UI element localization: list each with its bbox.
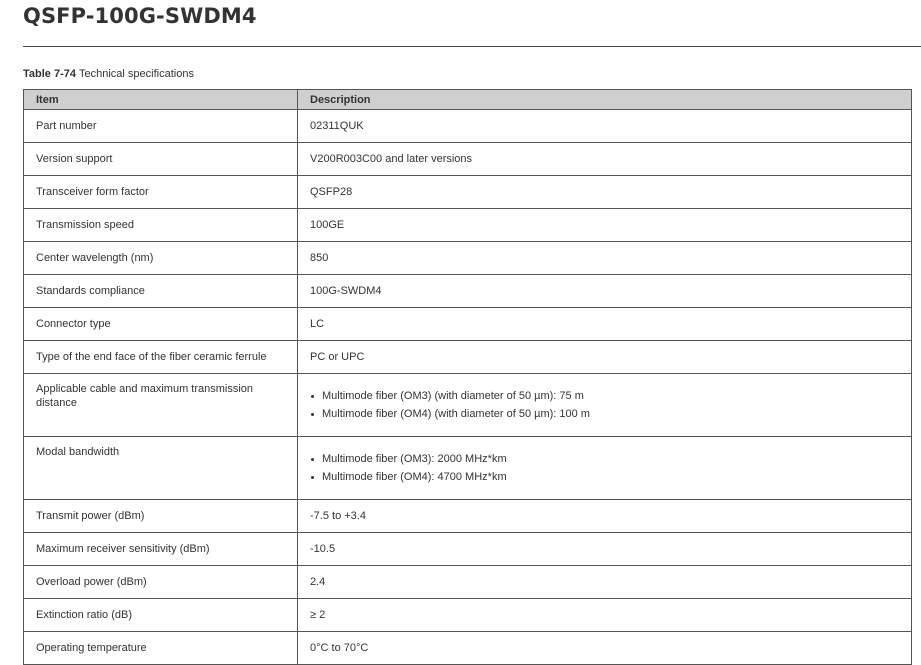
row-item: Modal bandwidth bbox=[24, 437, 298, 500]
table-row bbox=[24, 110, 912, 143]
table-row bbox=[24, 533, 912, 566]
row-description: 100G-SWDM4 bbox=[298, 275, 912, 308]
table-row bbox=[24, 599, 912, 632]
table-number: Table 7-74 bbox=[23, 68, 76, 80]
table-row bbox=[24, 143, 912, 176]
list-item: Multimode fiber (OM4): 4700 MHz*km bbox=[310, 468, 899, 486]
table-row bbox=[24, 437, 912, 500]
list-item: Multimode fiber (OM4) (with diameter of 50 µm): 100 m bbox=[310, 405, 899, 423]
bullet-list bbox=[310, 387, 899, 423]
table-row bbox=[24, 176, 912, 209]
row-description: PC or UPC bbox=[298, 341, 912, 374]
row-item: Overload power (dBm) bbox=[24, 566, 298, 599]
table-row bbox=[24, 308, 912, 341]
table-header-row bbox=[24, 90, 912, 110]
table-row bbox=[24, 374, 912, 437]
table-row bbox=[24, 500, 912, 533]
list-item: Multimode fiber (OM3): 2000 MHz*km bbox=[310, 450, 899, 468]
row-item: Extinction ratio (dB) bbox=[24, 599, 298, 632]
header-description: Description bbox=[298, 90, 912, 110]
row-description: LC bbox=[298, 308, 912, 341]
table-row bbox=[24, 341, 912, 374]
row-description: 02311QUK bbox=[298, 110, 912, 143]
row-description: 0°C to 70°C bbox=[298, 632, 912, 665]
table-row bbox=[24, 275, 912, 308]
row-item: Maximum receiver sensitivity (dBm) bbox=[24, 533, 298, 566]
table-row bbox=[24, 632, 912, 665]
page-title: QSFP-100G-SWDM4 bbox=[23, 4, 257, 28]
row-item: Standards compliance bbox=[24, 275, 298, 308]
row-item: Connector type bbox=[24, 308, 298, 341]
title-divider bbox=[23, 46, 921, 47]
row-item: Transmission speed bbox=[24, 209, 298, 242]
row-item: Transceiver form factor bbox=[24, 176, 298, 209]
table-row bbox=[24, 209, 912, 242]
bullet-list bbox=[310, 450, 899, 486]
table-caption-text: Technical specifications bbox=[79, 68, 194, 80]
table-caption bbox=[23, 68, 194, 80]
table-row bbox=[24, 242, 912, 275]
row-item: Type of the end face of the fiber ceramic ferrule bbox=[24, 341, 298, 374]
row-description: 2.4 bbox=[298, 566, 912, 599]
row-item: Operating temperature bbox=[24, 632, 298, 665]
row-description: 100GE bbox=[298, 209, 912, 242]
row-item: Applicable cable and maximum transmission distance bbox=[24, 374, 298, 437]
table-row bbox=[24, 566, 912, 599]
row-description bbox=[298, 374, 912, 437]
row-description: 850 bbox=[298, 242, 912, 275]
row-item: Center wavelength (nm) bbox=[24, 242, 298, 275]
row-description: -7.5 to +3.4 bbox=[298, 500, 912, 533]
row-description: QSFP28 bbox=[298, 176, 912, 209]
row-description bbox=[298, 437, 912, 500]
row-description: -10.5 bbox=[298, 533, 912, 566]
list-item: Multimode fiber (OM3) (with diameter of 50 µm): 75 m bbox=[310, 387, 899, 405]
header-item: Item bbox=[24, 90, 298, 110]
spec-table bbox=[23, 89, 912, 665]
row-description: V200R003C00 and later versions bbox=[298, 143, 912, 176]
row-item: Version support bbox=[24, 143, 298, 176]
row-item: Transmit power (dBm) bbox=[24, 500, 298, 533]
row-item: Part number bbox=[24, 110, 298, 143]
row-description: ≥ 2 bbox=[298, 599, 912, 632]
